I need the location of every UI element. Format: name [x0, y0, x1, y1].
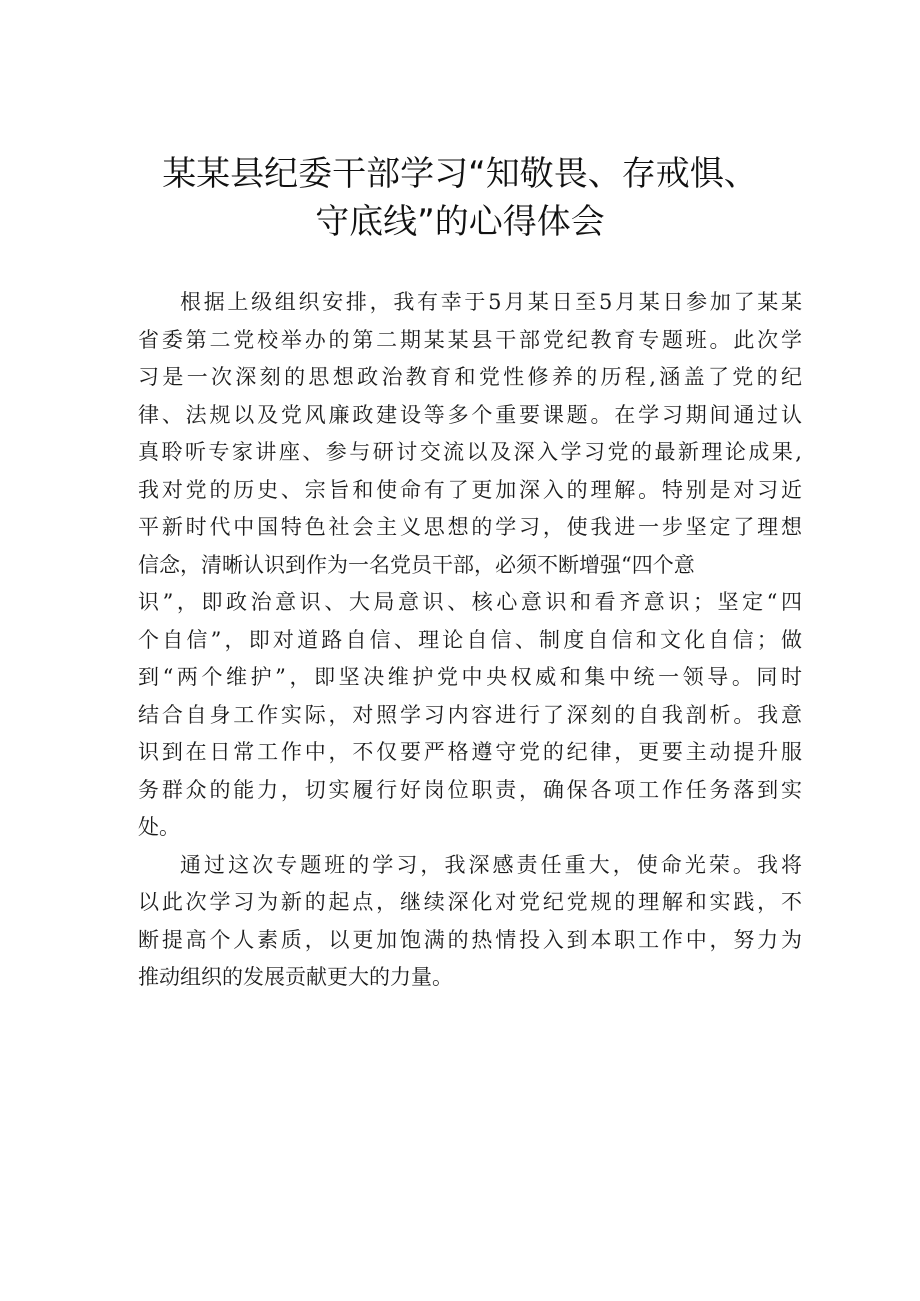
- text-line: 习是一次深刻的思想政治教育和党性修养的历程,涵盖了党的纪: [138, 365, 802, 389]
- text-line: 个自信”，即对道路自信、理论自信、制度自信和文化自信；做: [138, 627, 802, 652]
- paragraph-1: [138, 284, 802, 847]
- text-line: 务群众的能力，切实履行好岗位职责，确保各项工作任务落到实: [138, 777, 802, 802]
- text-line: 通过这次专题班的学习，我深感责任重大，使命光荣。我将: [180, 852, 802, 877]
- text-line: 识”，即政治意识、大局意识、核心意识和看齐意识；坚定“四: [138, 590, 802, 614]
- text-line: 省委第二党校举办的第二期某某县干部党纪教育专题班。此次学: [138, 327, 802, 352]
- text-line: 平新时代中国特色社会主义思想的学习，使我进一步坚定了理想: [138, 515, 802, 539]
- text-line: 我对党的历史、宗旨和使命有了更加深入的理解。特别是对习近: [138, 477, 802, 502]
- text-line: 律、法规以及党风廉政建设等多个重要课题。在学习期间通过认: [138, 402, 802, 427]
- text-line: 识到在日常工作中，不仅要严格遵守党的纪律，更要主动提升服: [138, 740, 802, 764]
- document-body: [138, 284, 802, 997]
- text-line: 推动组织的发展贡献更大的力量。: [138, 965, 453, 989]
- text-line: 以此次学习为新的起点，继续深化对党纪党规的理解和实践，不: [138, 890, 802, 914]
- text-line: 到“两个维护”，即坚决维护党中央权威和集中统一领导。同时: [138, 665, 802, 689]
- text-line: 结合自身工作实际，对照学习内容进行了深刻的自我剖析。我意: [138, 702, 802, 727]
- title-line: 守底线”的心得体会: [315, 202, 605, 242]
- text-line: 断提高个人素质，以更加饱满的热情投入到本职工作中，努力为: [138, 927, 802, 952]
- paragraph-2: [138, 847, 802, 997]
- text-line: 处。: [138, 815, 180, 839]
- text-line: 真聆听专家讲座、参与研讨交流以及深入学习党的最新理论成果,: [138, 440, 802, 464]
- text-line: 根据上级组织安排，我有幸于5月某日至5月某日参加了某某: [180, 290, 802, 314]
- document-title: [100, 150, 820, 246]
- title-line: 某某县纪委干部学习“知敬畏、存戒惧、: [162, 154, 758, 194]
- text-line: 信念，清晰认识到作为一名党员干部，必须不断增强“四个意: [138, 552, 695, 577]
